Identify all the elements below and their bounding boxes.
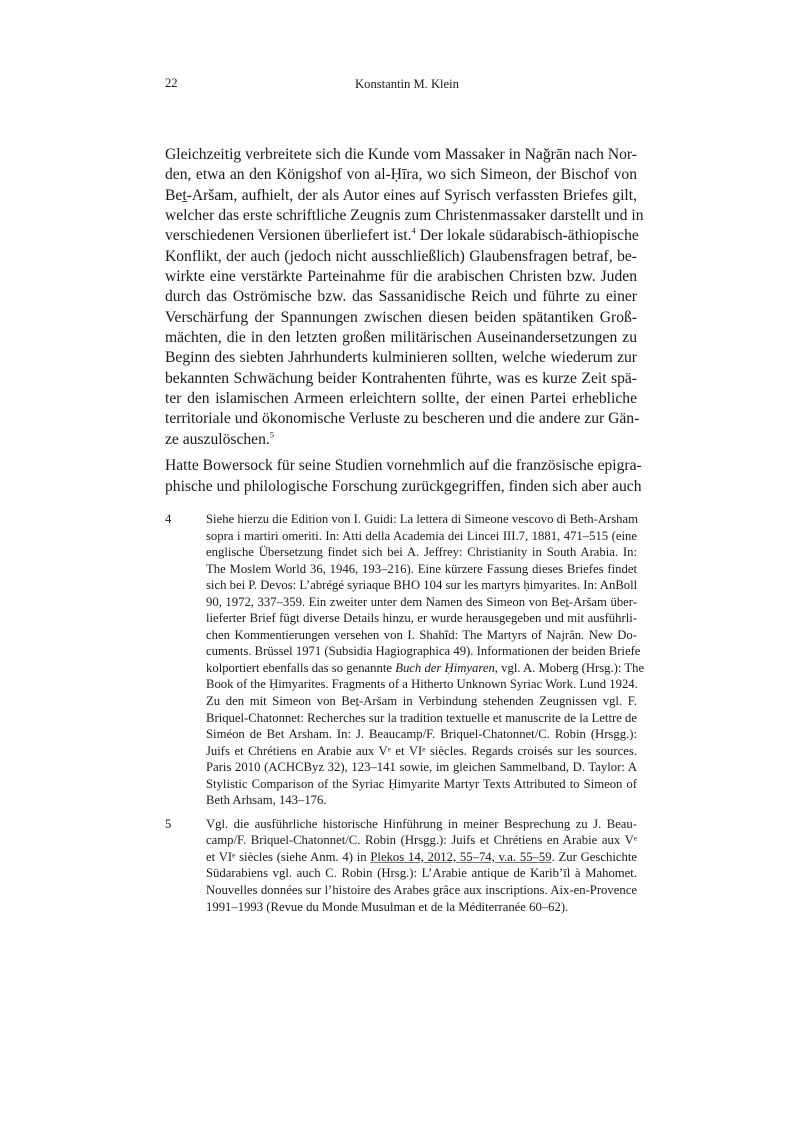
footnote-line bbox=[206, 660, 645, 677]
text-line: mächten, die in den letzten großen militärischen Auseinandersetzungen zu bbox=[165, 329, 637, 347]
footnote-line: Siehe hierzu die Edition von I. Guidi: La lettera di Simeone vescovo di Beth-Arsham bbox=[206, 512, 638, 526]
text-segment: Der lokale südarabisch-äthiopische bbox=[415, 227, 639, 245]
footnote-line: englische Übersetzung findet sich bei A. Jeffrey: Christianity in South Arabia. In: bbox=[206, 545, 637, 560]
text-line: Beginn des siebten Jahrhunderts kulminieren sollten, welche wiederum zur bbox=[165, 349, 637, 367]
footnote-line: Briquel-Chatonnet: Recherches sur la tradition textuelle et manuscrite de la Lettre de bbox=[206, 710, 637, 725]
footnote-line: sich bei P. Devos: L’abrégé syriaque BHO 104 sur les martyrs ḥimyarites. In: AnBoll bbox=[206, 578, 638, 593]
footnote-line: chen Kommentierungen versehen von I. Shahîd: The Martyrs of Najrân. New Do- bbox=[206, 627, 637, 642]
plekos-link[interactable]: Plekos 14, 2012, 55–74, v.a. 55–59 bbox=[370, 849, 552, 864]
footnotes bbox=[165, 511, 645, 915]
footnote-line: Nouvelles données sur l’histoire des Arabes grâce aux inscriptions. Aix-en-Provence bbox=[206, 883, 637, 898]
footnote-line: Südarabiens vgl. auch C. Robin (Hrsg.): L’Arabie antique de Karib’īl à Mahomet. bbox=[206, 866, 637, 881]
footnote-ref-5[interactable]: 5 bbox=[269, 429, 275, 440]
text-segment: kolportiert ebenfalls das so genannte bbox=[206, 660, 396, 675]
text-line: Konflikt, der auch (jedoch nicht ausschließlich) Glaubensfragen betraf, be- bbox=[165, 247, 637, 265]
footnote-line: Stylistic Comparison of the Syriac Ḥimyarite Martyr Texts Attributed to Simeon of bbox=[206, 776, 637, 791]
main-text bbox=[165, 145, 644, 497]
footnote-line: Vgl. die ausführliche historische Hinführung in meiner Besprechung zu J. Beau- bbox=[206, 816, 637, 831]
footnote-line: sopra i martiri omeriti. In: Atti della Academia dei Lincei III.7, 1881, 471–515 (eine bbox=[206, 528, 637, 543]
footnote-ref-4[interactable]: 4 bbox=[411, 225, 416, 236]
text-line: den, etwa an den Königshof von al-Ḥīra, wo sich Simeon, der Bischof von bbox=[165, 166, 637, 184]
italic-title: Buch der Ḥimyaren bbox=[395, 660, 495, 675]
text-line: territoriale und ökonomische Verluste zu bescheren und die andere zur Gän- bbox=[165, 410, 640, 428]
text-line: welcher das erste schriftliche Zeugnis zum Christenmassaker darstellt und in bbox=[165, 207, 644, 225]
text-line: Beṯ-Aršam, aufhielt, der als Autor eines auf Syrisch verfassten Briefes gilt, bbox=[165, 186, 637, 204]
footnote-line: The Moslem World 36, 1946, 193–216). Eine kürzere Fassung dieses Briefes findet bbox=[206, 561, 637, 576]
paragraph-2 bbox=[165, 456, 642, 497]
footnote-line: Zu den mit Simeon von Beṯ-Aršam in Verbindung stehenden Zeugnissen vgl. F. bbox=[206, 694, 637, 709]
text-line: wirkte eine verstärkte Parteinahme für die arabischen Christen bzw. Juden bbox=[165, 268, 637, 286]
footnote-line: cuments. Brüssel 1971 (Subsidia Hagiographica 49). Informationen der beiden Briefe bbox=[206, 644, 641, 659]
text-line: bekannten Schwächung beider Kontrahenten führte, was es kurze Zeit spä- bbox=[165, 369, 637, 387]
text-line: Gleichzeitig verbreitete sich die Kunde vom Massaker in Nağrān nach Nor- bbox=[165, 146, 637, 163]
page-number: 22 bbox=[165, 76, 178, 90]
text-line: Verschärfung der Spannungen zwischen diesen beiden spätantiken Groß- bbox=[165, 308, 637, 326]
footnote-number: 4 bbox=[165, 512, 172, 526]
footnote-line: lieferter Brief fügt diverse Details hinzu, er wurde herausgegeben und mit ausführli- bbox=[206, 611, 637, 626]
footnote-line: camp/F. Briquel-Chatonnet/C. Robin (Hrsgg.): Juifs et Chrétiens en Arabie aux Vᵉ bbox=[206, 833, 637, 848]
text-line bbox=[165, 226, 637, 246]
footnote-line: Beth Arhsam, 143–176. bbox=[206, 793, 327, 808]
text-segment: et VIᵉ siècles (siehe Anm. 4) in bbox=[206, 849, 371, 864]
text-line: durch das Oströmische bzw. das Sassanidische Reich und führte zu einer bbox=[165, 288, 637, 306]
footnote-5 bbox=[165, 816, 637, 915]
footnote-line bbox=[206, 849, 637, 866]
footnote-line: 90, 1972, 337–359. Ein zweiter unter dem Namen des Simeon von Beṯ-Aršam über- bbox=[206, 594, 637, 609]
text-line: phische und philologische Forschung zurückgegriffen, finden sich aber auch bbox=[165, 477, 642, 495]
footnote-line: Paris 2010 (ACHCByz 32), 123–141 sowie, im gleichen Sammelband, D. Taylor: A bbox=[206, 760, 637, 775]
page-header bbox=[165, 76, 637, 94]
footnote-line: 1991–1993 (Revue du Monde Musulman et de la Méditerranée 60–62). bbox=[206, 899, 569, 914]
footnote-line: Siméon de Bet Arsham. In: J. Beaucamp/F. Briquel-Chatonnet/C. Robin (Hrsgg.): bbox=[206, 727, 637, 742]
text-segment: verschiedenen Versionen überliefert ist. bbox=[165, 227, 412, 245]
text-segment: ze auszulöschen. bbox=[165, 430, 270, 448]
footnote-4 bbox=[165, 511, 645, 809]
text-line bbox=[165, 430, 637, 450]
text-line: Hatte Bowersock für seine Studien vornehmlich auf die französische epigra- bbox=[165, 457, 642, 475]
text-segment: . Zur Geschichte bbox=[551, 849, 637, 864]
footnote-line: Juifs et Chrétiens en Arabie aux Vᵉ et VIᵉ siècles. Regards croisés sur les sources. bbox=[206, 743, 637, 758]
text-segment: , vgl. A. Moberg (Hrsg.): The bbox=[494, 660, 645, 675]
running-head: Konstantin M. Klein bbox=[355, 77, 459, 91]
footnote-line: Book of the Ḥimyarites. Fragments of a Hitherto Unknown Syriac Work. Lund 1924. bbox=[206, 677, 638, 692]
paragraph-1 bbox=[165, 145, 644, 450]
text-line: ter den islamischen Armeen erleichtern sollte, der einen Partei erhebliche bbox=[165, 390, 637, 408]
footnote-number: 5 bbox=[165, 816, 172, 831]
